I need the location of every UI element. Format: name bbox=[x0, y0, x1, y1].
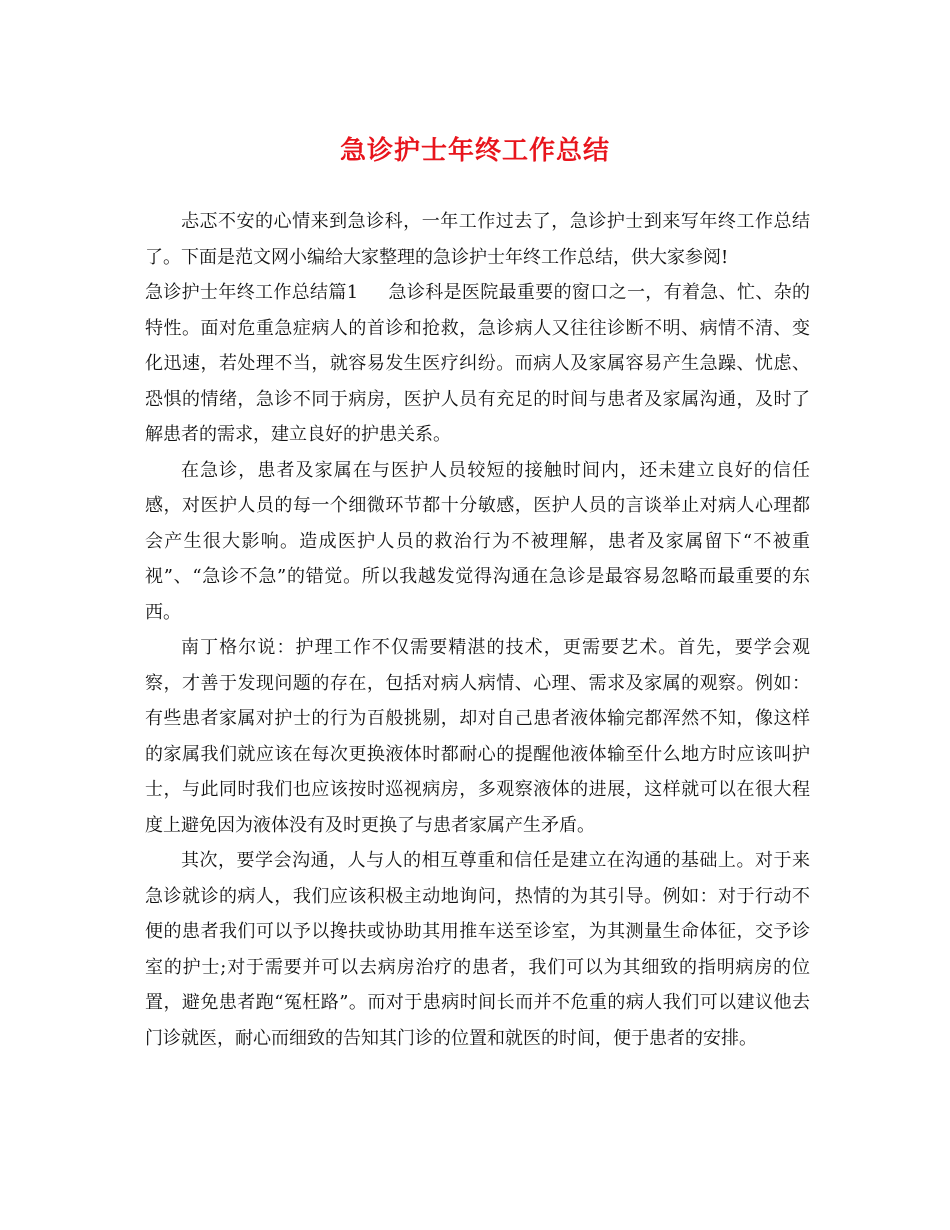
intro-paragraph: 忐忑不安的心情来到急诊科，一年工作过去了，急诊护士到来写年终工作总结了。下面是范文网小编给大家整理的急诊护士年终工作总结，供大家参阅! bbox=[145, 211, 810, 268]
document-title: 急诊护士年终工作总结 bbox=[339, 136, 610, 166]
document-body bbox=[145, 204, 810, 1056]
article-paragraph-4: 其次，要学会沟通，人与人的相互尊重和信任是建立在沟通的基础上。对于来急诊就诊的病人，我们应该积极主动地询问，热情的为其引导。例如：对于行动不便的患者我们可以予以搀扶或协助其用推车送至诊室，为其测量生命体征，交予诊室的护士;对于需要并可以去病房治疗的患者，我们可以为其细致的指明病房的位置，避免患者跑“冤枉路”。而对于患病时间长而并不危重的病人我们可以建议他去门诊就医，耐心而细致的告知其门诊的位置和就医的时间，便于患者的安排。 bbox=[145, 850, 810, 1049]
article-paragraph-3: 南丁格尔说：护理工作不仅需要精湛的技术，更需要艺术。首先，要学会观察，才善于发现问题的存在，包括对病人病情、心理、需求及家属的观察。例如：有些患者家属对护士的行为百般挑剔，却对自己患者液体输完都浑然不知，像这样的家属我们就应该在每次更换液体时都耐心的提醒他液体输至什么地方时应该叫护士，与此同时我们也应该按时巡视病房，多观察液体的进展，这样就可以在很大程度上避免因为液体没有及时更换了与患者家属产生矛盾。 bbox=[145, 637, 810, 836]
article-label: 急诊护士年终工作总结篇1 bbox=[145, 282, 359, 303]
article-paragraph-2: 在急诊，患者及家属在与医护人员较短的接触时间内，还未建立良好的信任感，对医护人员的每一个细微环节都十分敏感，医护人员的言谈举止对病人心理都会产生很大影响。造成医护人员的救治行为不被理解，患者及家属留下“不被重视”、“急诊不急”的错觉。所以我越发觉得沟通在急诊是最容易忽略而最重要的东西。 bbox=[145, 459, 810, 623]
paragraph-1-text: 急诊科是医院最重要的窗口之一，有着急、忙、杂的特性。面对危重急症病人的首诊和抢救，急诊病人又往往诊断不明、病情不清、变化迅速，若处理不当，就容易发生医疗纠纷。而病人及家属容易产生急躁、忧虑、恐惧的情绪，急诊不同于病房，医护人员有充足的时间与患者及家属沟通，及时了解患者的需求，建立良好的护患关系。 bbox=[145, 282, 810, 445]
article-paragraph-1 bbox=[145, 275, 810, 453]
